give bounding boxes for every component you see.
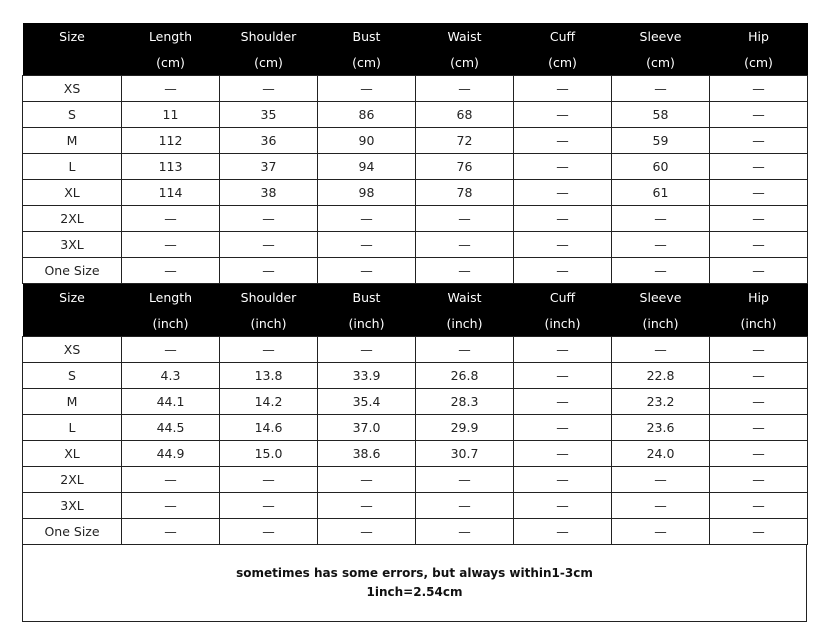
measurement-cell: — [612,337,710,363]
measurement-cell: — [318,519,416,545]
table-row [23,337,808,363]
measurement-cell: — [122,206,220,232]
measurement-cell: — [710,258,808,284]
measurement-cell: — [416,76,514,102]
measurement-cell: — [220,206,318,232]
measurement-cell: — [416,467,514,493]
table-row [23,154,808,180]
size-label: One Size [23,258,122,284]
measurement-cell: 59 [612,128,710,154]
size-label: S [23,363,122,389]
measurement-cell: — [122,258,220,284]
measurement-cell: — [710,441,808,467]
size-table-body [23,23,808,545]
measurement-cell: — [514,258,612,284]
measurement-cell: — [612,232,710,258]
measurement-cell: 26.8 [416,363,514,389]
table-row [23,363,808,389]
measurement-cell: — [220,467,318,493]
measurement-cell: 76 [416,154,514,180]
unit-label: (inch) [122,310,220,337]
measurement-cell: — [710,232,808,258]
measurement-cell: 114 [122,180,220,206]
measurement-cell: — [122,337,220,363]
table-row [23,102,808,128]
measurement-cell: — [710,337,808,363]
unit-row-inch [23,310,808,337]
measurement-cell: — [416,519,514,545]
unit-label: (cm) [220,49,318,76]
unit-label: (inch) [318,310,416,337]
column-header: Size [23,23,122,49]
unit-row-cm [23,49,808,76]
measurement-cell: — [710,467,808,493]
measurement-cell: — [514,467,612,493]
measurement-cell: 15.0 [220,441,318,467]
measurement-cell: — [514,154,612,180]
measurement-cell: 23.6 [612,415,710,441]
measurement-cell: — [514,441,612,467]
measurement-cell: — [416,232,514,258]
measurement-cell: 90 [318,128,416,154]
measurement-cell: — [318,76,416,102]
measurement-cell: 35 [220,102,318,128]
column-header: Bust [318,23,416,49]
measurement-cell: 14.6 [220,415,318,441]
measurement-cell: — [416,493,514,519]
header-row-inch [23,284,808,311]
measurement-cell: — [612,467,710,493]
column-header: Length [122,284,220,311]
unit-label [23,49,122,76]
measurement-cell: 33.9 [318,363,416,389]
measurement-cell: — [318,258,416,284]
measurement-cell: — [710,128,808,154]
measurement-cell: — [514,206,612,232]
measurement-cell: — [514,493,612,519]
measurement-cell: — [416,258,514,284]
measurement-cell: 13.8 [220,363,318,389]
column-header: Length [122,23,220,49]
size-label: M [23,128,122,154]
size-chart [22,23,807,622]
column-header: Hip [710,284,808,311]
measurement-cell: — [220,232,318,258]
measurement-cell: — [710,363,808,389]
size-label: L [23,154,122,180]
measurement-cell: 112 [122,128,220,154]
measurement-cell: — [710,206,808,232]
measurement-cell: — [710,102,808,128]
measurement-cell: — [318,232,416,258]
measurement-cell: — [514,363,612,389]
measurement-cell: 24.0 [612,441,710,467]
measurement-cell: — [416,337,514,363]
measurement-cell: — [514,389,612,415]
column-header: Hip [710,23,808,49]
unit-label: (cm) [710,49,808,76]
measurement-cell: 94 [318,154,416,180]
measurement-cell: 44.9 [122,441,220,467]
size-label: 2XL [23,467,122,493]
measurement-cell: — [710,519,808,545]
unit-label: (inch) [220,310,318,337]
measurement-cell: — [514,180,612,206]
measurement-cell: — [612,258,710,284]
measurement-cell: — [318,206,416,232]
measurement-cell: — [122,467,220,493]
unit-label: (cm) [318,49,416,76]
measurement-cell: — [122,493,220,519]
measurement-cell: 14.2 [220,389,318,415]
measurement-cell: — [612,206,710,232]
table-row [23,258,808,284]
measurement-cell: 4.3 [122,363,220,389]
unit-label: (cm) [416,49,514,76]
measurement-cell: 68 [416,102,514,128]
measurement-cell: 23.2 [612,389,710,415]
table-row [23,441,808,467]
measurement-cell: — [514,415,612,441]
measurement-cell: 98 [318,180,416,206]
table-row [23,128,808,154]
unit-label: (inch) [710,310,808,337]
column-header: Waist [416,284,514,311]
table-row [23,467,808,493]
measurement-cell: 30.7 [416,441,514,467]
measurement-cell: 38.6 [318,441,416,467]
measurement-cell: — [122,519,220,545]
column-header: Shoulder [220,284,318,311]
measurement-cell: — [220,76,318,102]
column-header: Size [23,284,122,311]
size-table [22,23,808,545]
size-label: 3XL [23,493,122,519]
measurement-cell: — [710,493,808,519]
unit-label: (cm) [612,49,710,76]
measurement-cell: 44.5 [122,415,220,441]
column-header: Cuff [514,284,612,311]
note-line-error-margin: sometimes has some errors, but always within1-3cm [236,566,593,580]
column-header: Sleeve [612,23,710,49]
unit-label: (inch) [612,310,710,337]
measurement-cell: 72 [416,128,514,154]
measurement-cell: 35.4 [318,389,416,415]
measurement-cell: — [514,519,612,545]
measurement-cell: — [220,519,318,545]
column-header: Cuff [514,23,612,49]
measurement-cell: — [220,493,318,519]
column-header: Waist [416,23,514,49]
size-label: M [23,389,122,415]
header-row-cm [23,23,808,49]
size-label: XL [23,441,122,467]
measurement-cell: — [710,154,808,180]
measurement-cell: — [122,232,220,258]
unit-label: (cm) [122,49,220,76]
size-label: 2XL [23,206,122,232]
measurement-cell: 28.3 [416,389,514,415]
measurement-cell: — [514,337,612,363]
measurement-cell: — [220,258,318,284]
table-row [23,389,808,415]
size-label: 3XL [23,232,122,258]
measurement-note [22,545,807,622]
measurement-cell: — [122,76,220,102]
measurement-cell: 29.9 [416,415,514,441]
measurement-cell: — [710,76,808,102]
measurement-cell: 61 [612,180,710,206]
unit-label [23,310,122,337]
unit-label: (inch) [514,310,612,337]
measurement-cell: 78 [416,180,514,206]
measurement-cell: — [220,337,318,363]
measurement-cell: — [612,493,710,519]
measurement-cell: — [514,128,612,154]
column-header: Shoulder [220,23,318,49]
measurement-cell: — [514,102,612,128]
table-row [23,76,808,102]
size-label: XS [23,76,122,102]
measurement-cell: — [514,232,612,258]
measurement-cell: — [612,519,710,545]
table-row [23,180,808,206]
note-line-conversion: 1inch=2.54cm [366,585,463,599]
table-row [23,232,808,258]
measurement-cell: 86 [318,102,416,128]
column-header: Sleeve [612,284,710,311]
measurement-cell: — [710,180,808,206]
size-label: XL [23,180,122,206]
measurement-cell: 44.1 [122,389,220,415]
size-label: S [23,102,122,128]
size-label: One Size [23,519,122,545]
measurement-cell: — [416,206,514,232]
measurement-cell: — [710,389,808,415]
measurement-cell: — [318,493,416,519]
measurement-cell: 22.8 [612,363,710,389]
measurement-cell: 37.0 [318,415,416,441]
measurement-cell: — [612,76,710,102]
measurement-cell: 36 [220,128,318,154]
measurement-cell: 60 [612,154,710,180]
table-row [23,519,808,545]
size-label: L [23,415,122,441]
measurement-cell: — [318,467,416,493]
table-row [23,206,808,232]
unit-label: (cm) [514,49,612,76]
measurement-cell: 37 [220,154,318,180]
table-row [23,493,808,519]
measurement-cell: 113 [122,154,220,180]
measurement-cell: 11 [122,102,220,128]
measurement-cell: — [710,415,808,441]
measurement-cell: 58 [612,102,710,128]
column-header: Bust [318,284,416,311]
size-label: XS [23,337,122,363]
measurement-cell: — [318,337,416,363]
measurement-cell: — [514,76,612,102]
measurement-cell: 38 [220,180,318,206]
table-row [23,415,808,441]
unit-label: (inch) [416,310,514,337]
